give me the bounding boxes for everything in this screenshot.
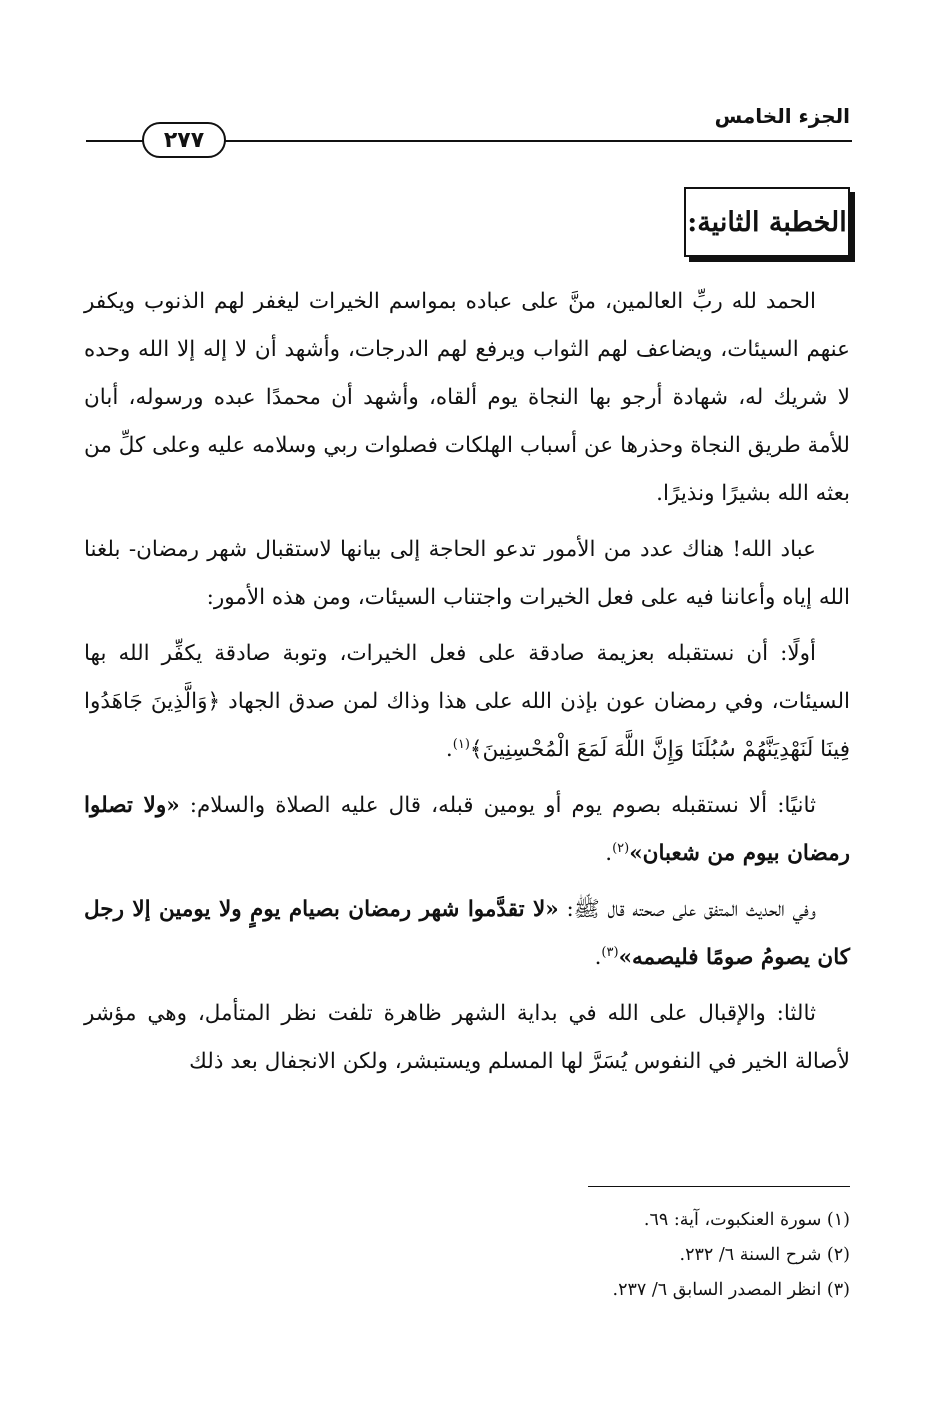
footnote-ref: (٢)	[612, 840, 630, 856]
paragraph	[84, 278, 850, 518]
page-number: ٢٧٧	[142, 122, 226, 158]
section-title-box	[684, 187, 850, 257]
hadith-quote: «لا تقدَّموا شهر رمضان بصيام يومٍ ولا يومين إلا رجل كان يصومُ صومًا فليصمه»	[84, 897, 850, 970]
footnotes	[250, 1203, 850, 1308]
footnote-ref: (٣)	[601, 944, 619, 960]
paragraph	[84, 990, 850, 1086]
paragraph-tail: .	[445, 737, 453, 762]
paragraph-text: عباد الله! هناك عدد من الأمور تدعو الحاجة إلى بيانها لاستقبال شهر رمضان- بلغنا الله إياه وأعاننا فيه على فعل الخيرات واجتناب السيئات، ومن هذه الأمور:	[84, 537, 850, 610]
footnote: (٣) انظر المصدر السابق ٦/ ٢٣٧.	[612, 1280, 850, 1300]
paragraph-text: الحمد لله ربِّ العالمين، منَّ على عباده بمواسم الخيرات ليغفر لهم الذنوب ويكفر عنهم السيئات، ويضاعف لهم الثواب ويرفع لهم الدرجات، وأشهد أن لا إله إلا الله وحده لا شريك له، شهادة أرجو بها النجاة يوم ألقاه، وأشهد أن محمدًا عبده ورسوله، أبان للأمة طريق النجاة وحذرها عن أسباب الهلكات فصلوات ربي وسلامه عليه وعلى كلِّ من بعثه الله بشيرًا ونذيرًا.	[84, 289, 850, 506]
footnote-rule	[588, 1186, 850, 1187]
paragraph-text: ثالثا: والإقبال على الله في بداية الشهر ظاهرة تلفت نظر المتأمل، وهي مؤشر لأصالة الخير في النفوس يُسَرَّ لها المسلم ويستبشر، ولكن الانجفال بعد ذلك	[84, 1001, 850, 1074]
paragraph	[84, 886, 850, 982]
paragraph-text: أولًا: أن نستقبله بعزيمة صادقة على فعل الخيرات، وتوبة صادقة يكفِّر الله بها السيئات، وفي رمضان عون بإذن الله على هذا وذاك لمن صدق الجهاد ﴿وَالَّذِينَ جَاهَدُوا فِينَا لَنَهْدِيَنَّهُمْ سُبُلَنَا وَإِنَّ اللَّهَ لَمَعَ الْمُحْسِنِينَ﴾	[84, 641, 850, 762]
footnote-ref: (١)	[452, 736, 470, 752]
paragraph-text: وفي الحديث المتفق على صحته قال ﷺ:	[558, 897, 816, 922]
paragraph-tail: .	[594, 945, 602, 970]
paragraph-tail: .	[605, 841, 613, 866]
footnote: (١) سورة العنكبوت، آية: ٦٩.	[643, 1210, 850, 1230]
footnote: (٢) شرح السنة ٦/ ٢٣٢.	[679, 1245, 850, 1265]
paragraph	[84, 526, 850, 622]
paragraph	[84, 782, 850, 878]
paragraph-text: ثانيًا: ألا نستقبله بصوم يوم أو يومين قبله، قال عليه الصلاة والسلام:	[179, 793, 816, 818]
body-text	[84, 278, 850, 1094]
paragraph	[84, 630, 850, 774]
running-head: الجزء الخامس	[714, 104, 850, 128]
section-title: الخطبة الثانية:	[687, 206, 847, 238]
hadith-quote: «ولا تصلوا رمضان بيوم من شعبان»	[84, 793, 850, 866]
